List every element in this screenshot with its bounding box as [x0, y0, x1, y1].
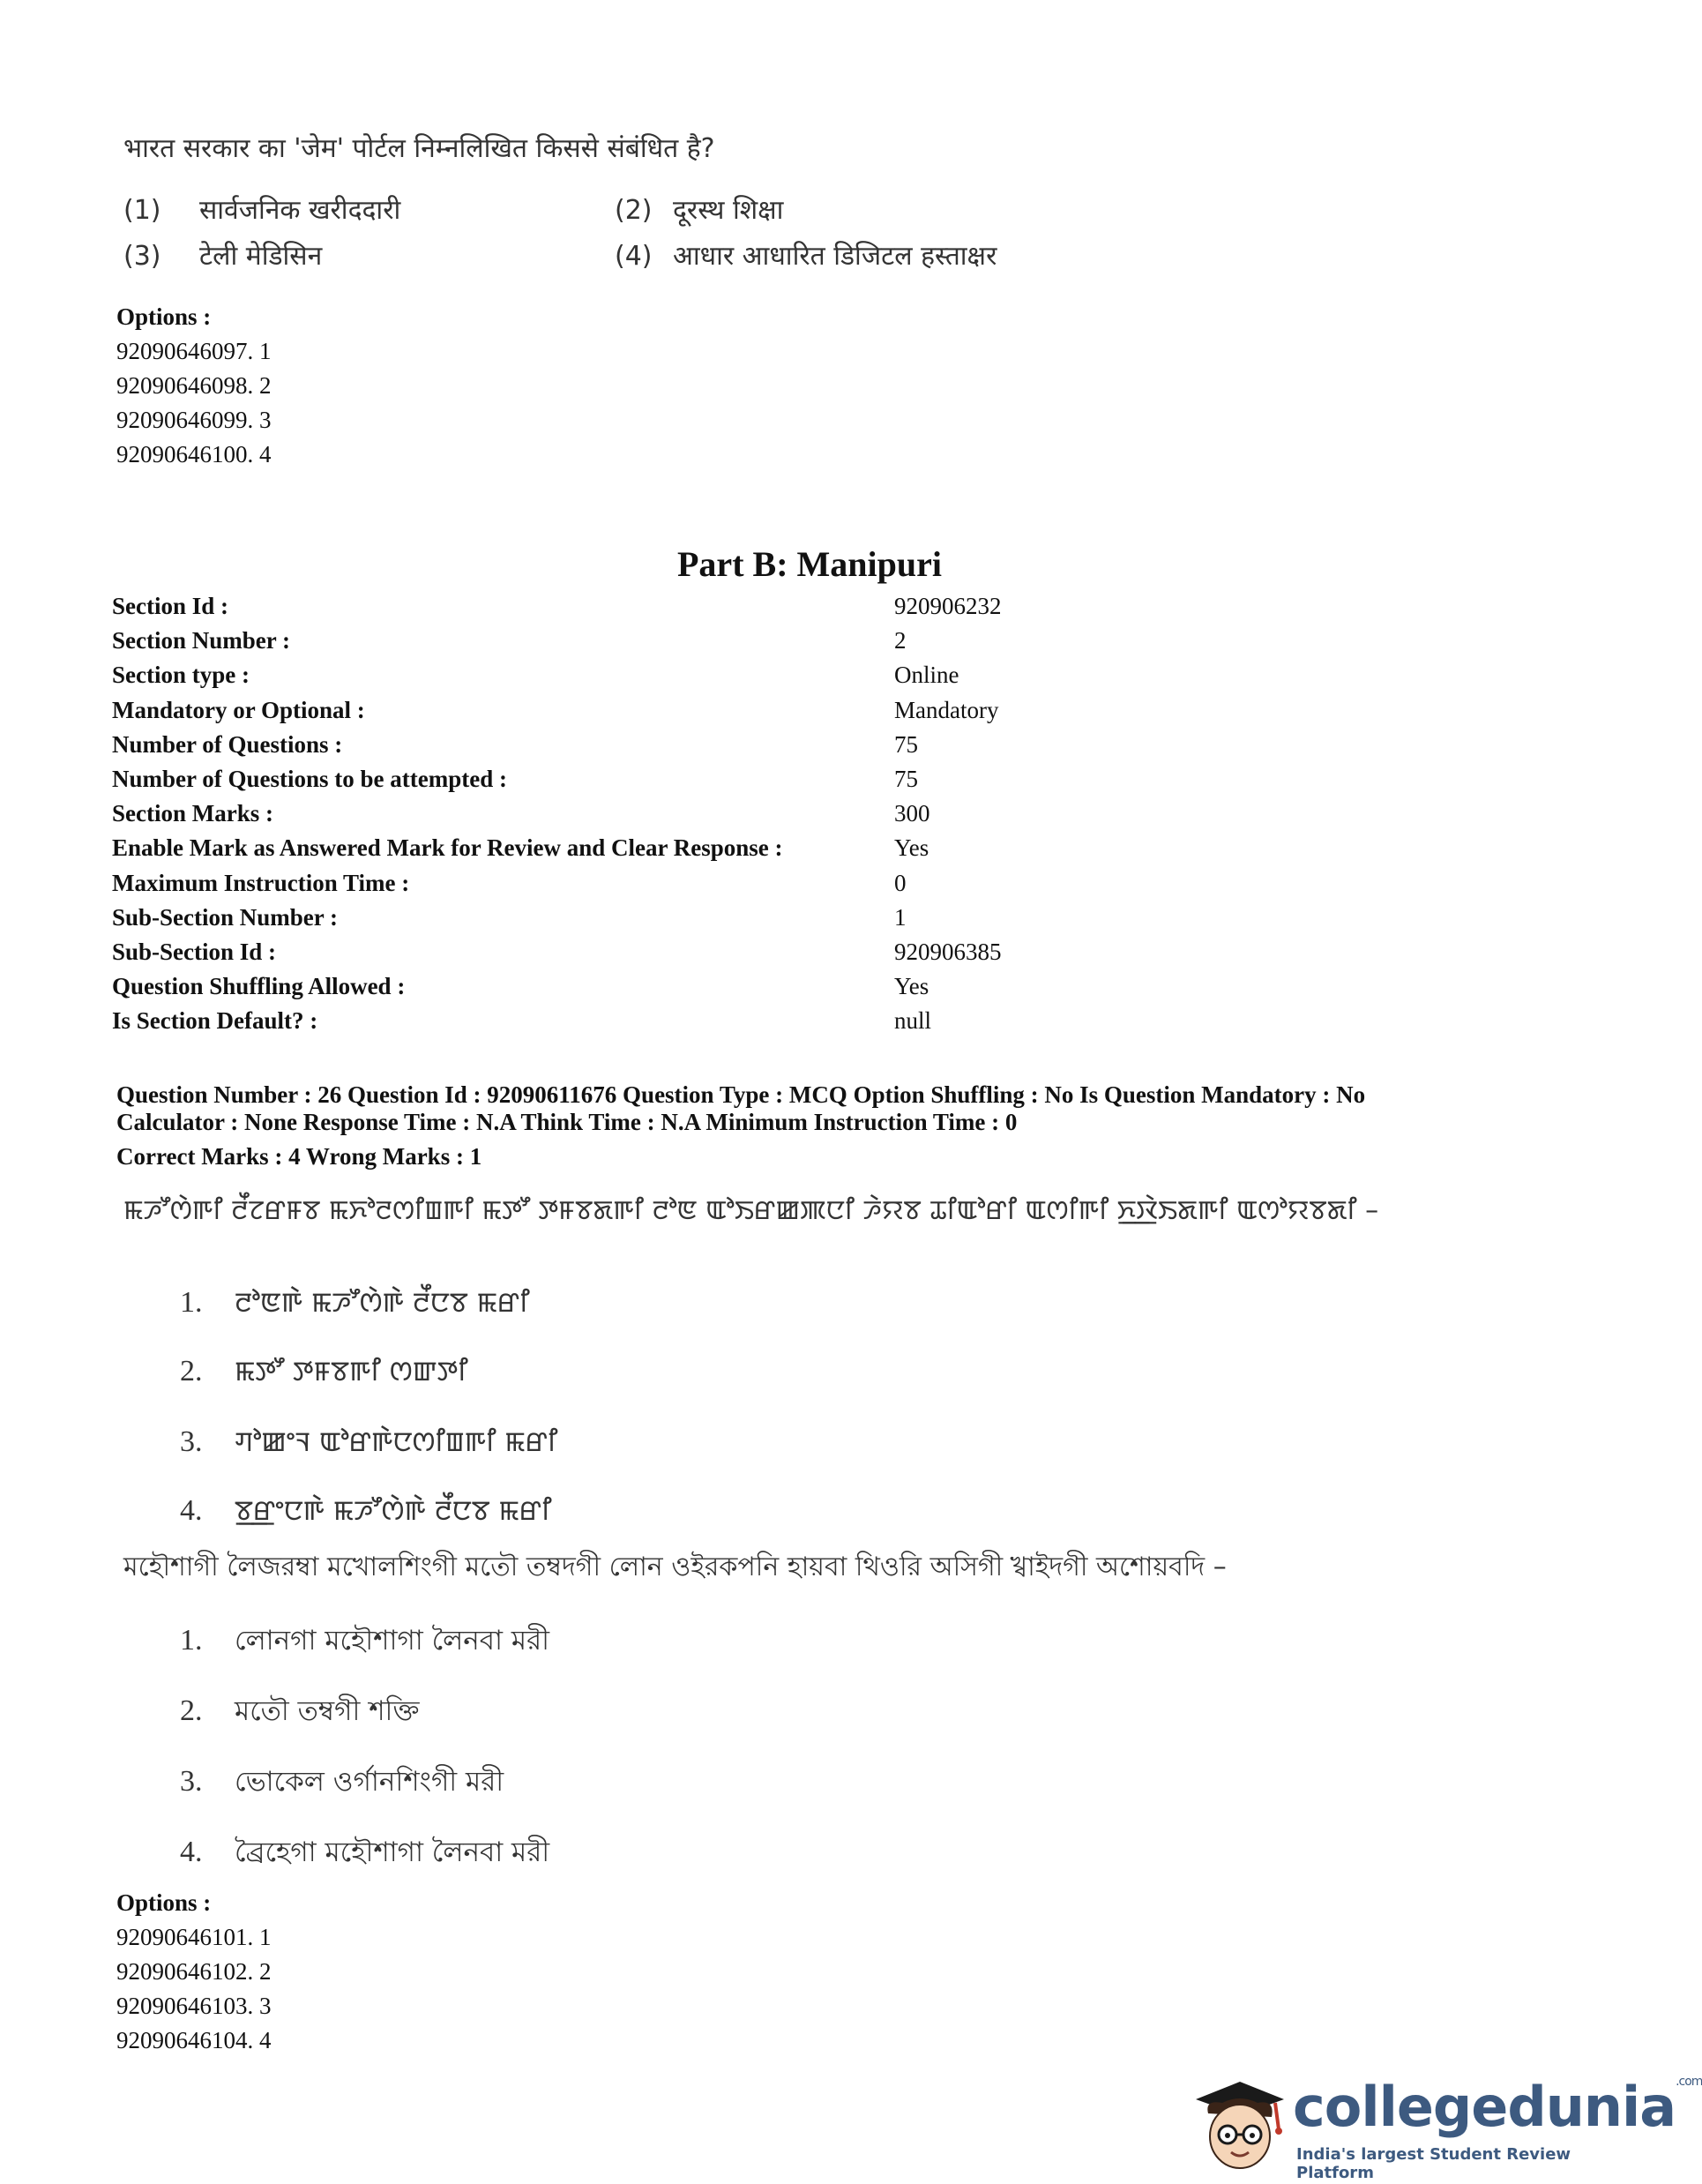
- q26-bengali-choice-4-num: 4.: [180, 1836, 203, 1868]
- section-row-value: 2: [894, 627, 907, 654]
- section-row-value: Mandatory: [894, 696, 999, 723]
- q26-bengali-choice-4-text: ব্রৈহেগা মহৌশাগা লৈনবা মরী: [235, 1836, 550, 1868]
- q26-bengali-choice-1: [180, 1619, 549, 1665]
- section-row-value: 75: [894, 765, 918, 792]
- q26-bengali-choice-3-num: 3.: [180, 1765, 203, 1798]
- q25-options-block: [116, 300, 272, 472]
- section-row-label: Section Number :: [112, 627, 290, 654]
- q26-bengali-choice-3-text: ভোকেল ওর্গানশিংগী মরী: [235, 1766, 504, 1798]
- q26-meetei-choice-4-num: 4.: [180, 1494, 203, 1527]
- section-row-label: Sub-Section Id :: [112, 938, 277, 965]
- q26-meetei-choice-2-text: ꯃꯇꯧ ꯇꯝꯕꯒꯤ ꯁꯛꯇꯤ: [235, 1356, 468, 1387]
- section-row: [112, 731, 1002, 766]
- q25-choice-2: [615, 191, 783, 227]
- section-row: [112, 1007, 1002, 1042]
- q25-choice-2-num: (2): [615, 195, 653, 226]
- q26-bengali-choice-1-num: 1.: [180, 1624, 203, 1657]
- q26-bengali-choice-4: [180, 1831, 549, 1877]
- section-row-label: Number of Questions :: [112, 730, 343, 758]
- section-info-table: [112, 593, 1002, 1042]
- logo-suffix: .com: [1676, 2075, 1702, 2089]
- question-25-text: भारत सरकार का 'जेम' पोर्टल निम्नलिखित किससे संबंधित है?: [123, 133, 715, 164]
- section-row-label: Enable Mark as Answered Mark for Review and Clear Response :: [112, 834, 783, 862]
- section-row-value: null: [894, 1007, 932, 1035]
- q26-bengali-choice-2-num: 2.: [180, 1694, 203, 1727]
- section-row-label: Section type :: [112, 662, 250, 689]
- q26-meta-line-2: Calculator : None Response Time : N.A Think Time : N.A Minimum Instruction Time : 0: [116, 1109, 1018, 1135]
- q25-choice-3-text: टेली मेडिसिन: [199, 241, 323, 272]
- q26-option-2: 92090646102. 2: [116, 1958, 272, 1985]
- section-row: [112, 834, 1002, 869]
- section-row-label: Question Shuffling Allowed :: [112, 973, 406, 1000]
- q26-meetei-choice-3-num: 3.: [180, 1425, 203, 1458]
- q26-meetei-choice-4: [180, 1491, 552, 1529]
- section-row-value: Yes: [894, 834, 929, 862]
- section-row: [112, 627, 1002, 662]
- section-row-label: Number of Questions to be attempted :: [112, 765, 507, 792]
- mascot-icon: [1187, 2064, 1293, 2179]
- section-row: [112, 800, 1002, 834]
- section-row-label: Maximum Instruction Time :: [112, 869, 410, 896]
- section-row-value: 0: [894, 869, 907, 896]
- q26-meetei-choice-4-text: ꯕ꯭ꯔꯦꯅꯒꯥ ꯃꯍꯧꯁꯥꯒꯥ ꯂꯩꯅꯕ ꯃꯔꯤ: [235, 1495, 552, 1527]
- logo-wordmark: [1293, 2075, 1702, 2139]
- q26-meetei-choice-1: [180, 1283, 530, 1320]
- q26-option-3: 92090646103. 3: [116, 1993, 272, 2019]
- q25-option-4: 92090646100. 4: [116, 441, 272, 467]
- section-row: [112, 697, 1002, 731]
- q25-choice-4: [615, 236, 997, 273]
- q25-choice-4-num: (4): [615, 241, 653, 272]
- q26-bengali-question: মহৌশাগী লৈজরম্বা মখোলশিংগী মতৌ তম্বদগী লোন ওইরকপনি হায়বা থিওরি অসিগী খ্বাইদগী অশোয়বদি –: [123, 1552, 1227, 1582]
- q25-choice-1-num: (1): [123, 195, 161, 226]
- q26-meetei-question: ꯃꯍꯧꯁꯥꯒꯤ ꯂꯩꯖꯔꯝꯕ ꯃꯈꯣꯂꯁꯤꯡꯒꯤ ꯃꯇꯧ ꯇꯝꯕꯗꯒꯤ ꯂꯣꯟ ꯑꯣꯏꯔꯀꯄꯅꯤ ꯍꯥꯌꯕ ꯊꯤꯑꯣꯔꯤ ꯑꯁꯤꯒꯤ ꯈ꯭ꯋꯥꯏꯗꯒꯤ ꯑꯁꯣꯌꯕꯗꯤ –: [123, 1195, 1379, 1226]
- section-row: [112, 939, 1002, 973]
- q26-options-label: Options :: [116, 1889, 212, 1916]
- q26-meetei-choice-3-text: ꯚꯣꯀꯦꯜ ꯑꯣꯔꯒꯥꯅꯁꯤꯡꯒꯤ ꯃꯔꯤ: [235, 1426, 558, 1458]
- section-row-value: 920906385: [894, 938, 1002, 965]
- section-row-label: Is Section Default? :: [112, 1007, 318, 1035]
- section-row: [112, 904, 1002, 939]
- q25-option-2: 92090646098. 2: [116, 372, 272, 399]
- q26-bengali-choice-1-text: লোনগা মহৌশাগা লৈনবা মরী: [235, 1625, 550, 1657]
- q26-meetei-choice-3: [180, 1422, 557, 1460]
- section-row-label: Sub-Section Number :: [112, 903, 339, 931]
- q26-options-block: [116, 1886, 272, 2058]
- logo-tagline: India's largest Student Review Platform: [1296, 2145, 1571, 2182]
- q25-option-3: 92090646099. 3: [116, 407, 272, 433]
- q26-option-4: 92090646104. 4: [116, 2027, 272, 2053]
- q26-meetei-choice-2: [180, 1351, 468, 1389]
- q26-bengali-choice-2-text: মতৌ তম্বগী শক্তি: [235, 1695, 420, 1727]
- section-row: [112, 662, 1002, 696]
- q26-meetei-choice-1-num: 1.: [180, 1286, 203, 1319]
- q25-choice-4-text: आधार आधारित डिजिटल हस्ताक्षर: [673, 241, 997, 272]
- section-row-label: Section Marks :: [112, 800, 273, 827]
- q26-marks: Correct Marks : 4 Wrong Marks : 1: [116, 1143, 482, 1170]
- q25-options-label: Options :: [116, 303, 212, 330]
- section-row: [112, 870, 1002, 904]
- q25-choice-2-text: दूरस्थ शिक्षा: [673, 195, 784, 226]
- q25-choice-1: [123, 191, 400, 227]
- section-row: [112, 766, 1002, 800]
- section-row-value: Yes: [894, 973, 929, 1000]
- q26-bengali-choice-3: [180, 1761, 504, 1806]
- section-row: [112, 593, 1002, 627]
- q26-meta-line-1: Question Number : 26 Question Id : 92090611676 Question Type : MCQ Option Shuffling : No Is Question Mandatory : No: [116, 1081, 1366, 1108]
- section-row-value: 75: [894, 730, 918, 758]
- section-row-value: 300: [894, 800, 930, 827]
- q25-option-1: 92090646097. 1: [116, 338, 272, 364]
- q26-meetei-choice-1-text: ꯂꯣꯟꯒꯥ ꯃꯍꯧꯁꯥꯒꯥ ꯂꯩꯅꯕ ꯃꯔꯤ: [235, 1287, 530, 1319]
- section-row-value: Online: [894, 662, 959, 689]
- q25-choice-1-text: सार्वजनिक खरीददारी: [199, 195, 401, 226]
- q26-meta: [116, 1081, 1545, 1171]
- q26-bengali-choice-2: [180, 1690, 420, 1736]
- q25-choice-3-num: (3): [123, 241, 161, 272]
- section-row-label: Mandatory or Optional :: [112, 696, 365, 723]
- collegedunia-logo: [1187, 2064, 1702, 2182]
- q26-option-1: 92090646101. 1: [116, 1924, 272, 1950]
- logo-name: collegedunia: [1293, 2075, 1676, 2139]
- section-row: [112, 973, 1002, 1007]
- part-title: Part B: Manipuri: [677, 544, 942, 584]
- q25-choice-3: [123, 236, 322, 273]
- section-row-value: 1: [894, 903, 907, 931]
- q26-meetei-choice-2-num: 2.: [180, 1355, 203, 1387]
- section-row-value: 920906232: [894, 593, 1002, 619]
- section-row-label: Section Id :: [112, 593, 229, 619]
